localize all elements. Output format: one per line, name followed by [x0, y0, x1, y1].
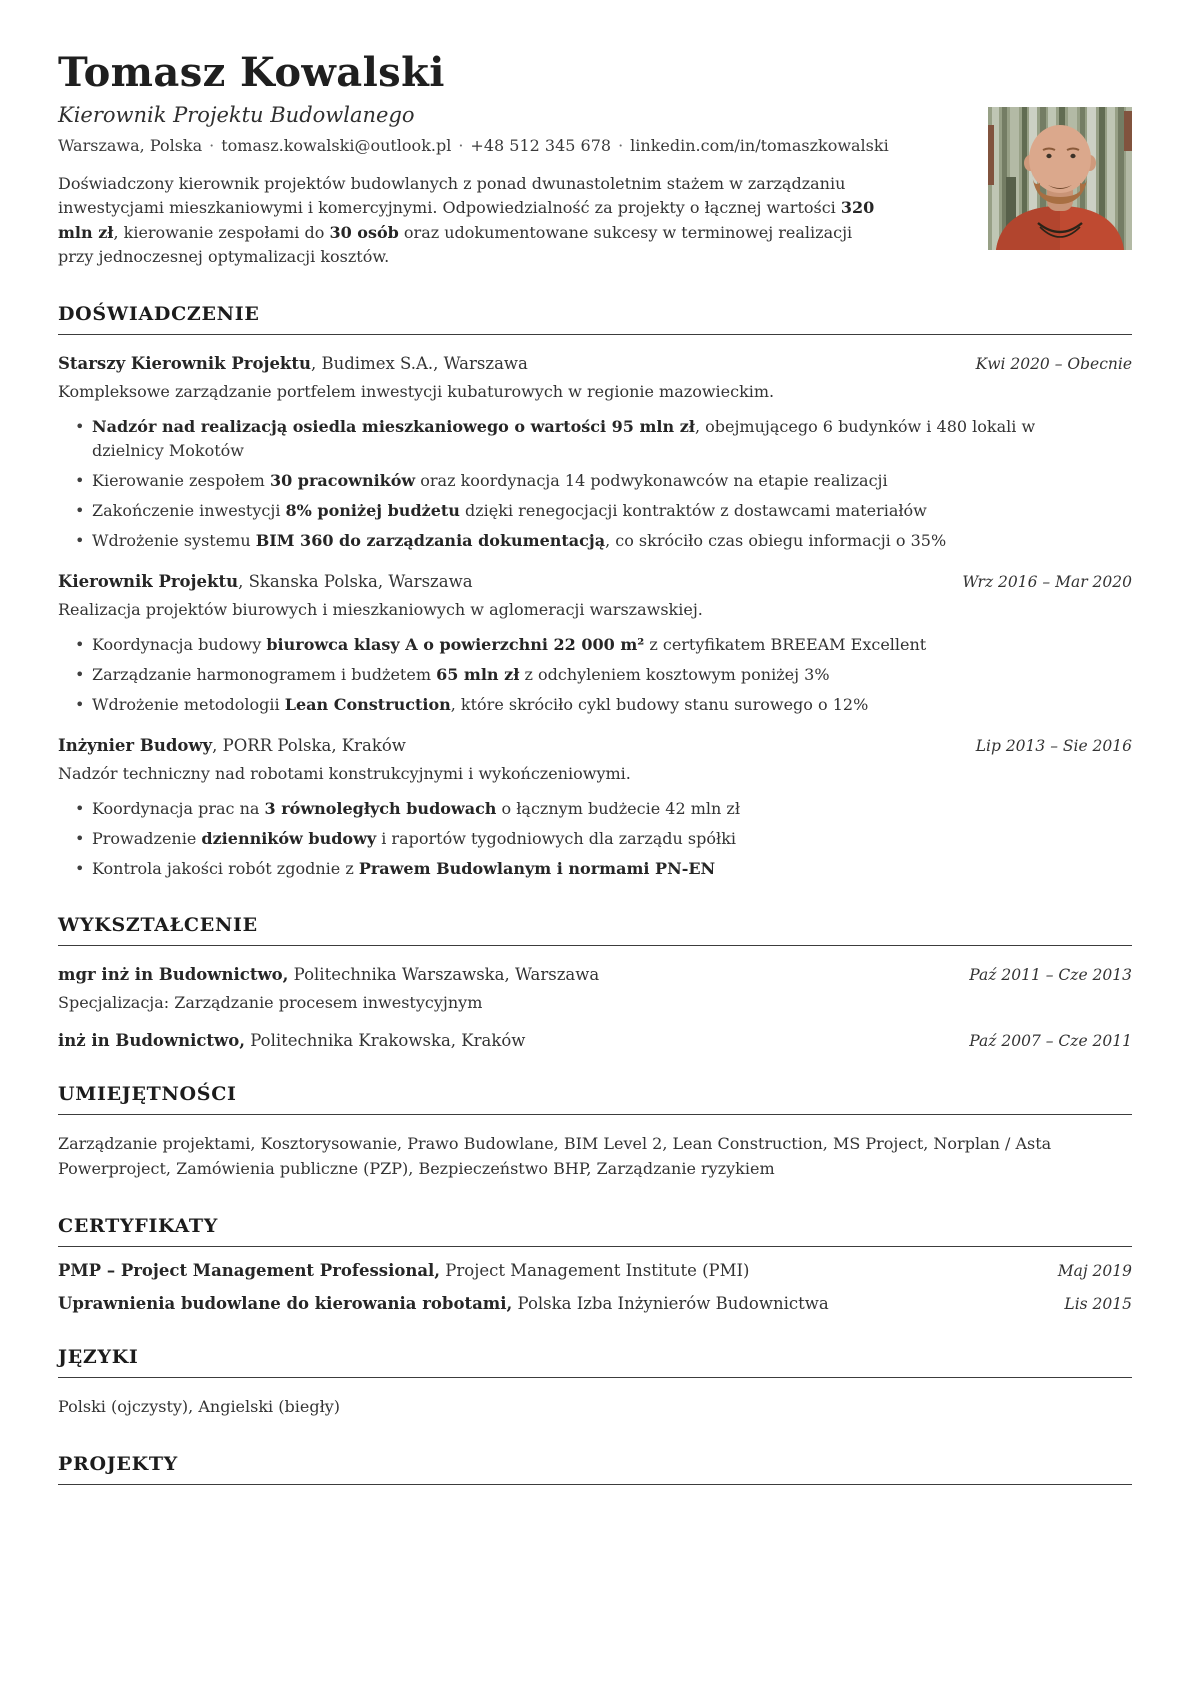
person-job-title: Kierownik Projektu Budowlanego — [58, 103, 415, 127]
profile-photo — [988, 107, 1132, 250]
text-run: i raportów tygodniowych dla zarządu spółki — [376, 828, 736, 848]
bold-run: 3 równoległych budowach — [264, 798, 497, 818]
text-run: Zakończenie inwestycji — [92, 500, 286, 520]
job-bullet — [75, 857, 1132, 881]
certification-entry — [58, 1294, 1132, 1313]
education-degree: mgr inż in Budownictwo, — [58, 964, 289, 984]
contact-item: Warszawa, Polska — [58, 136, 203, 155]
bullet-dot: • — [75, 470, 85, 490]
certification-issuer: Project Management Institute (PMI) — [440, 1260, 750, 1280]
certification-entries — [58, 1261, 1132, 1313]
section-projects — [58, 1453, 1132, 1485]
job-title: Starszy Kierownik Projektu — [58, 353, 311, 373]
bold-run: 30 pracowników — [269, 470, 416, 490]
job-bullet — [75, 499, 1132, 523]
cv-header — [58, 49, 1132, 270]
contact-item: tomasz.kowalski@outlook.pl — [221, 136, 452, 155]
job-company-location: , Skanska Polska, Warszawa — [238, 571, 473, 591]
bold-run: 8% poniżej budżetu — [285, 500, 460, 520]
job-bullet — [75, 529, 1132, 553]
education-note: Specjalizacja: Zarządzanie procesem inwestycyjnym — [58, 992, 483, 1012]
education-school: Politechnika Krakowska, Kraków — [244, 1030, 526, 1050]
bold-run: Lean Construction — [284, 694, 451, 714]
text-run: Zarządzanie harmonogramem i budżetem — [92, 664, 437, 684]
job-bullets — [58, 797, 1132, 881]
job-bullet — [75, 663, 1132, 687]
education-dates: Paź 2011 – Cze 2013 — [969, 965, 1132, 984]
bullet-text — [92, 529, 946, 553]
text-run: , co skróciło czas obiegu informacji o 35% — [605, 530, 947, 550]
contact-separator: · — [458, 136, 464, 155]
bullet-dot: • — [75, 416, 85, 436]
text-run: oraz koordynacja 14 podwykonawców na etapie realizacji — [415, 470, 888, 490]
section-heading-skills: UMIEJĘTNOŚCI — [58, 1083, 1132, 1115]
bullet-text — [92, 693, 868, 717]
job-company-location: , PORR Polska, Kraków — [212, 735, 406, 755]
certification-title-line — [58, 1261, 749, 1280]
profile-photo-illustration — [988, 107, 1132, 250]
text-run: z certyfikatem BREEAM Excellent — [644, 634, 927, 654]
education-entries — [58, 965, 1132, 1050]
section-heading-education: WYKSZTAŁCENIE — [58, 914, 1132, 946]
education-title-line — [58, 1031, 525, 1050]
job-header — [58, 736, 1132, 755]
bullet-text — [92, 827, 736, 851]
bold-run: 65 mln zł — [436, 664, 520, 684]
bold-run: Prawem Budowlanym i normami PN-EN — [358, 858, 716, 878]
experience-entry — [58, 572, 1132, 717]
bullet-dot: • — [75, 500, 85, 520]
job-title-line — [58, 736, 406, 755]
text-run: Kontrola jakości robót zgodnie z — [92, 858, 359, 878]
text-run: z odchyleniem kosztowym poniżej 3% — [519, 664, 830, 684]
contact-separator: · — [618, 136, 624, 155]
bold-run: 30 osób — [329, 222, 399, 242]
job-title: Inżynier Budowy — [58, 735, 213, 755]
job-title: Kierownik Projektu — [58, 571, 239, 591]
contact-item: +48 512 345 678 — [470, 136, 612, 155]
skills-text: Zarządzanie projektami, Kosztorysowanie, Prawo Budowlane, BIM Level 2, Lean Construction, MS Project, Norplan / Asta Powerproject, Zamówienia publiczne (PZP), Bezpieczeństwo BHP, Zarządzanie ryzykiem — [58, 1133, 1052, 1178]
job-summary: Realizacja projektów biurowych i mieszkaniowych w aglomeracji warszawskiej. — [58, 599, 703, 619]
job-bullet — [75, 415, 1132, 463]
certification-name: PMP – Project Management Professional, — [58, 1260, 441, 1280]
section-experience — [58, 303, 1132, 881]
job-dates: Kwi 2020 – Obecnie — [975, 354, 1132, 373]
text-run: oraz udokumentowane sukcesy w terminowej realizacji przy jednoczesnej optymalizacji kosztów. — [58, 222, 853, 267]
job-bullet — [75, 827, 1132, 851]
section-skills — [58, 1083, 1132, 1182]
certification-issuer: Polska Izba Inżynierów Budownictwa — [512, 1293, 829, 1313]
contact-separator: · — [209, 136, 215, 155]
job-bullet — [75, 633, 1132, 657]
text-run: , obejmującego 6 budynków i 480 lokali w dzielnicy Mokotów — [92, 416, 1036, 460]
section-heading-certifications: CERTYFIKATY — [58, 1215, 1132, 1247]
job-dates: Lip 2013 – Sie 2016 — [975, 736, 1132, 755]
bullet-text — [92, 797, 740, 821]
text-run: Koordynacja budowy — [92, 634, 267, 654]
experience-entries — [58, 354, 1132, 881]
text-run: o łącznym budżecie 42 mln zł — [496, 798, 741, 818]
certification-header — [58, 1261, 1132, 1280]
text-run: Prowadzenie — [92, 828, 202, 848]
certification-title-line — [58, 1294, 829, 1313]
job-company-location: , Budimex S.A., Warszawa — [311, 353, 528, 373]
text-run: Wdrożenie metodologii — [92, 694, 285, 714]
section-education — [58, 914, 1132, 1050]
bold-run: biurowca klasy A o powierzchni 22 000 m² — [266, 634, 645, 654]
job-summary: Nadzór techniczny nad robotami konstrukcyjnymi i wykończeniowymi. — [58, 763, 631, 783]
job-title-line — [58, 354, 528, 373]
experience-entry — [58, 354, 1132, 553]
job-dates: Wrz 2016 – Mar 2020 — [962, 572, 1132, 591]
bullet-text — [92, 415, 1052, 463]
person-name: Tomasz Kowalski — [58, 49, 445, 96]
bullet-text — [92, 857, 715, 881]
education-header — [58, 965, 1132, 984]
section-languages — [58, 1346, 1132, 1420]
education-title-line — [58, 965, 599, 984]
education-header — [58, 1031, 1132, 1050]
bold-run: dzienników budowy — [201, 828, 377, 848]
bold-run: BIM 360 do zarządzania dokumentacją — [255, 530, 606, 550]
bullet-text — [92, 469, 888, 493]
bullet-dot: • — [75, 828, 85, 848]
certification-dates: Lis 2015 — [1064, 1294, 1132, 1313]
contact-line — [58, 136, 1132, 155]
bullet-dot: • — [75, 798, 85, 818]
bullet-dot: • — [75, 664, 85, 684]
education-school: Politechnika Warszawska, Warszawa — [288, 964, 600, 984]
section-heading-experience: DOŚWIADCZENIE — [58, 303, 1132, 335]
section-heading-languages: JĘZYKI — [58, 1346, 1132, 1378]
education-degree: inż in Budownictwo, — [58, 1030, 245, 1050]
bullet-text — [92, 633, 926, 657]
job-bullets — [58, 633, 1132, 717]
text-run: , które skróciło cykl budowy stanu surowego o 12% — [450, 694, 869, 714]
section-certifications — [58, 1215, 1132, 1313]
bold-run: 320 mln zł — [58, 198, 875, 242]
certification-name: Uprawnienia budowlane do kierowania robotami, — [58, 1293, 513, 1313]
text-run: , kierowanie zespołami do — [113, 222, 330, 242]
education-entry — [58, 1031, 1132, 1050]
bullet-text — [92, 499, 927, 523]
job-summary: Kompleksowe zarządzanie portfelem inwestycji kubaturowych w regionie mazowieckim. — [58, 381, 775, 401]
certification-header — [58, 1294, 1132, 1313]
bullet-text — [92, 663, 830, 687]
section-heading-projects: PROJEKTY — [58, 1453, 1132, 1485]
contact-item: linkedin.com/in/tomaszkowalski — [630, 136, 889, 155]
text-run: Doświadczony kierownik projektów budowlanych z ponad dwunastoletnim stażem w zarządzaniu inwestycjami mieszkaniowymi i komercyjnymi. Odpowiedzialność za projekty o łącznej wartości — [58, 174, 846, 218]
text-run: dzięki renegocjacji kontraktów z dostawcami materiałów — [459, 500, 927, 520]
education-dates: Paź 2007 – Cze 2011 — [969, 1031, 1132, 1050]
experience-entry — [58, 736, 1132, 881]
job-title-line — [58, 572, 473, 591]
job-bullet — [75, 693, 1132, 717]
bullet-dot: • — [75, 634, 85, 654]
languages-text: Polski (ojczysty), Angielski (biegły) — [58, 1396, 341, 1416]
bold-run: Nadzór nad realizacją osiedla mieszkaniowego o wartości 95 mln zł — [92, 416, 695, 436]
text-run: Wdrożenie systemu — [92, 530, 256, 550]
certification-entry — [58, 1261, 1132, 1280]
job-header — [58, 572, 1132, 591]
job-bullet — [75, 469, 1132, 493]
job-header — [58, 354, 1132, 373]
bullet-dot: • — [75, 858, 85, 878]
education-entry — [58, 965, 1132, 1012]
job-bullets — [58, 415, 1132, 553]
summary-paragraph — [58, 172, 876, 270]
text-run: Koordynacja prac na — [92, 798, 265, 818]
bullet-dot: • — [75, 530, 85, 550]
text-run: Kierowanie zespołem — [92, 470, 270, 490]
bullet-dot: • — [75, 694, 85, 714]
certification-dates: Maj 2019 — [1057, 1261, 1132, 1280]
job-bullet — [75, 797, 1132, 821]
